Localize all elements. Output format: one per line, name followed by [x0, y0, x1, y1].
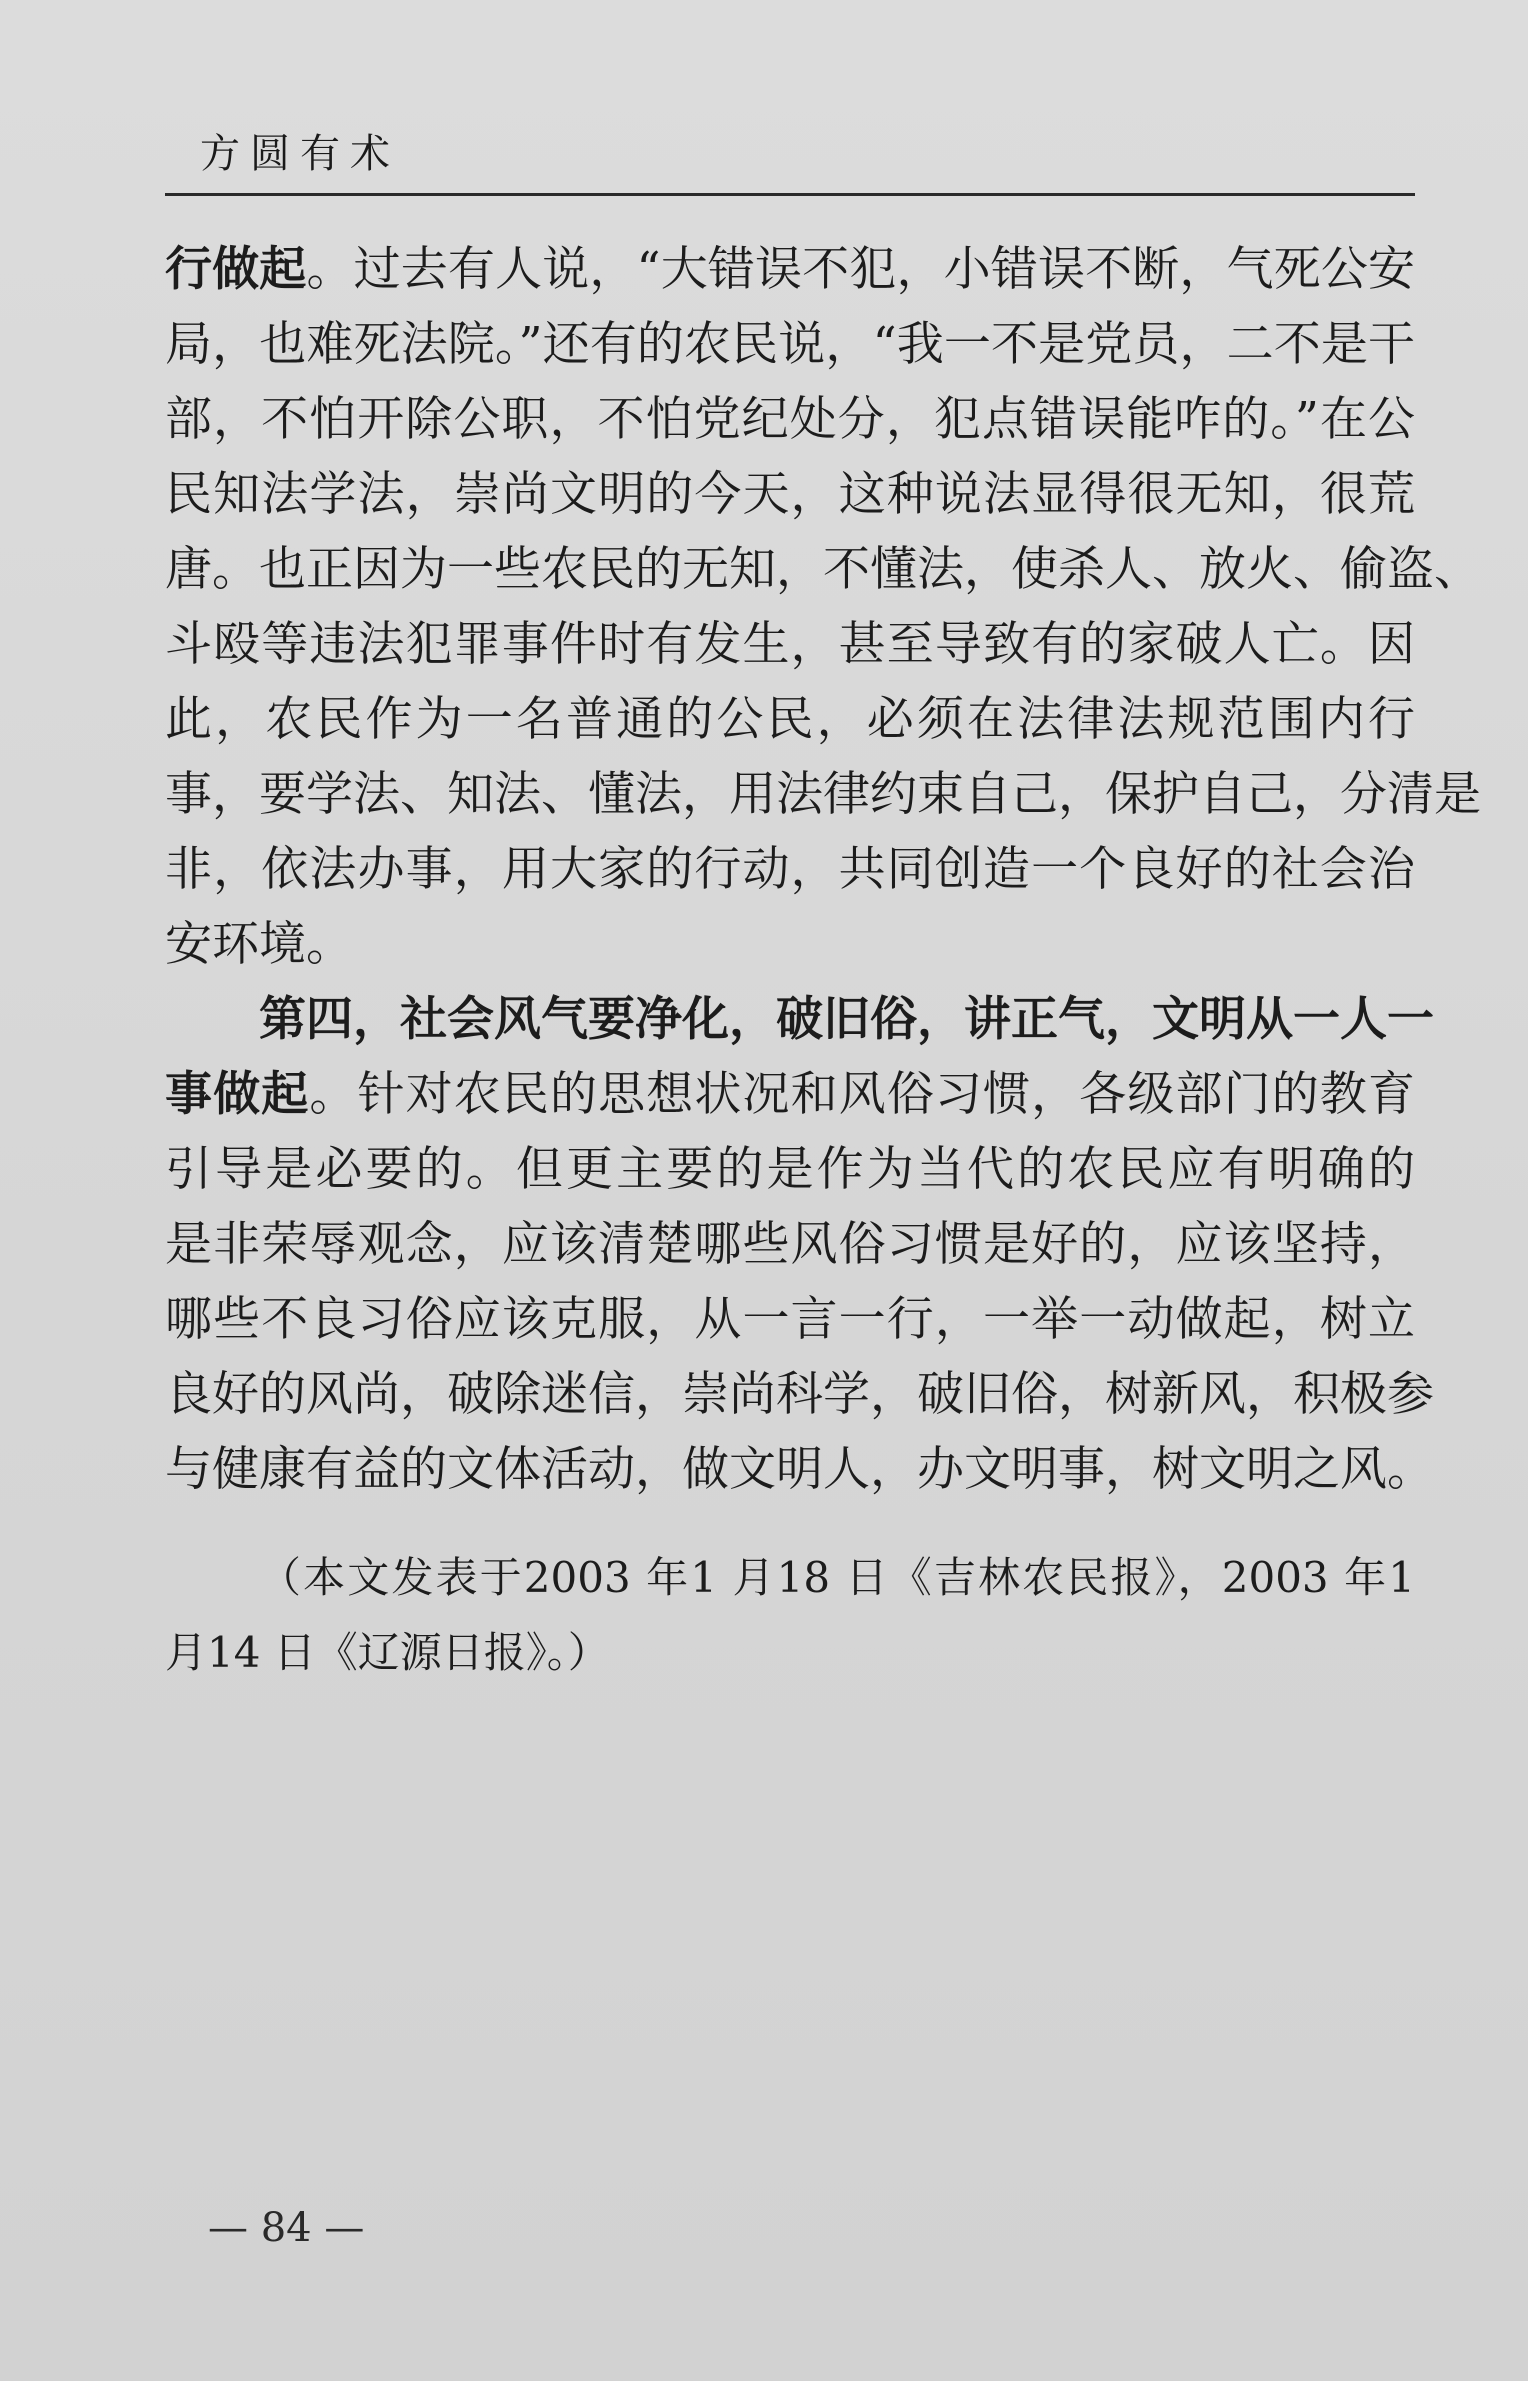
source-note: [165, 1540, 1415, 1690]
text-line: 民知法学法，崇尚文明的今天，这种说法显得很无知，很荒: [165, 467, 1415, 522]
text-line: 是非荣辱观念，应该清楚哪些风俗习惯是好的，应该坚持，: [165, 1217, 1415, 1272]
paragraph-heading: 第四，社会风气要净化，破旧俗，讲正气，文明从一人一: [259, 992, 1434, 1047]
text-line: 安环境。: [165, 917, 353, 972]
running-header-title: 方圆有术: [200, 131, 400, 177]
text-line: [165, 1057, 1415, 1132]
text-span: 。针对农民的思想状况和风俗习惯，各级部门的教育: [309, 1067, 1416, 1122]
bold-phrase: 行做起: [165, 242, 307, 297]
text-line: [165, 232, 1415, 307]
text-line: 引导是必要的。但更主要的是作为当代的农民应有明确的: [165, 1142, 1415, 1197]
text-line: 良好的风尚，破除迷信，崇尚科学，破旧俗，树新风，积极参: [165, 1367, 1434, 1422]
page-number: — 84 —: [208, 2205, 365, 2251]
body-text: [165, 232, 1481, 1507]
text-line: 此，农民作为一名普通的公民，必须在法律法规范围内行: [165, 692, 1415, 747]
source-note-line: 月14 日《辽源日报》。）: [165, 1628, 610, 1677]
text-line: 斗殴等违法犯罪事件时有发生，甚至导致有的家破人亡。因: [165, 617, 1415, 672]
text-line: 与健康有益的文体活动，做文明人，办文明事，树文明之风。: [165, 1442, 1434, 1497]
header-rule: [165, 193, 1415, 196]
source-note-line: （本文发表于2003 年1 月18 日《吉林农民报》，2003 年1: [259, 1553, 1415, 1602]
text-line: 部，不怕开除公职，不怕党纪处分，犯点错误能咋的。”在公: [165, 392, 1415, 447]
text-line: 唐。也正因为一些农民的无知，不懂法，使杀人、放火、偷盗、: [165, 542, 1481, 597]
bold-phrase: 事做起: [165, 1067, 310, 1122]
text-line: 哪些不良习俗应该克服，从一言一行，一举一动做起，树立: [165, 1292, 1415, 1347]
text-line: 局，也难死法院。”还有的农民说，“我一不是党员，二不是干: [165, 317, 1415, 372]
text-line: 非，依法办事，用大家的行动，共同创造一个良好的社会治: [165, 842, 1415, 897]
text-line: 事，要学法、知法、懂法，用法律约束自己，保护自己，分清是: [165, 767, 1481, 822]
text-span: 。过去有人说，“大错误不犯，小错误不断，气死公安: [306, 242, 1416, 297]
